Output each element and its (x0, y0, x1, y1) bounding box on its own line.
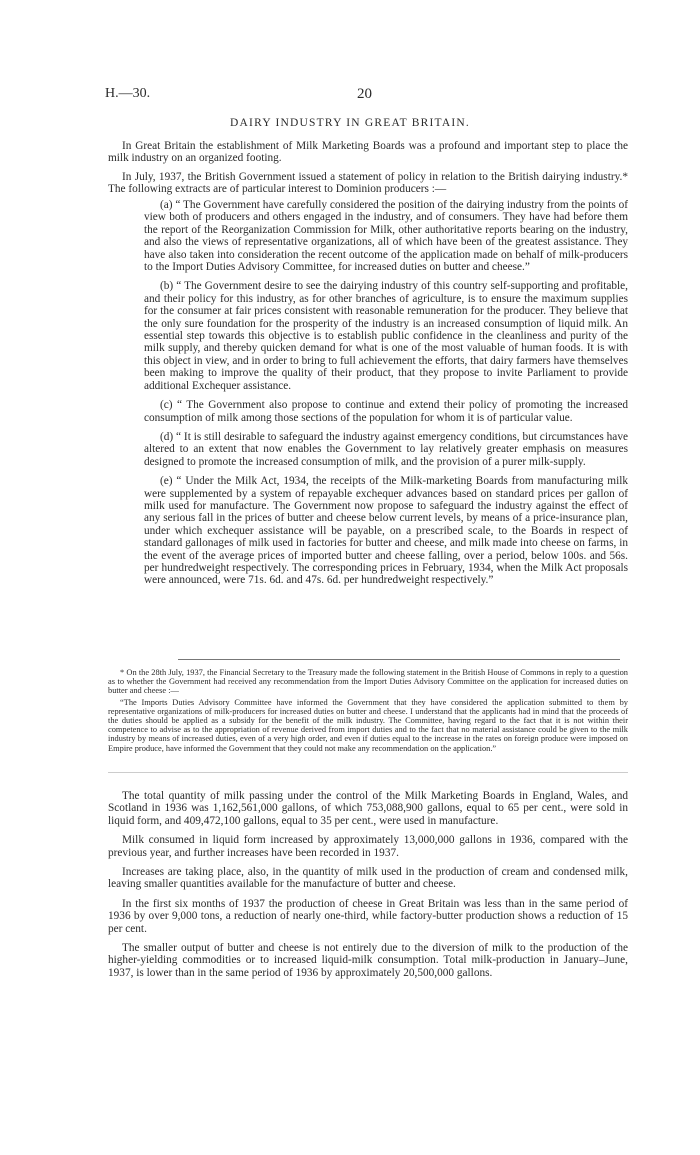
footnote-divider (178, 659, 620, 660)
extract-e: (e) “ Under the Milk Act, 1934, the receipts of the Milk-marketing Boards from manufacturing milk were supplemented by a system of repayable exchequer advances based on standard prices per gallon of milk used for manufacture. The Government now propose to safeguard the industry against the effect of any serious fall in the prices of butter and cheese below current levels, by means of a price-insurance plan, under which exchequer assistance will be payable, on a prescribed scale, to the Boards in respect of standard gallonages of milk used in factories for butter and cheese, and milk made into cheese on farms, in the event of the average prices of imported butter and cheese falling, over a period, below 100s. and 56s. per hundredweight respectively. The corresponding prices in February, 1934, when the Milk Act proposals were announced, were 71s. 6d. and 47s. 6d. per hundredweight respectively.” (144, 475, 628, 587)
document-reference: H.—30. (105, 86, 151, 101)
extract-d: (d) “ It is still desirable to safeguard the industry against emergency conditions, but circumstances have altered to an extent that now enables the Government to lay relatively greater emphasis on measures designed to promote the increased consumption of milk, and the provision of a purer milk-supply. (144, 430, 628, 468)
body-paragraph: In the first six months of 1937 the production of cheese in Great Britain was less than in the same period of 1936 by over 9,000 tons, a reduction of nearly one-third, while factory-butter production shows a reduction of 15 per cent. (108, 897, 628, 935)
footnote (108, 668, 628, 753)
section-title: DAIRY INDUSTRY IN GREAT BRITAIN. (230, 117, 470, 129)
intro-paragraph: In July, 1937, the British Government issued a statement of policy in relation to the British dairying industry.* The following extracts are of particular interest to Dominion producers :— (108, 170, 628, 196)
body-paragraph: The total quantity of milk passing under the control of the Milk Marketing Boards in England, Wales, and Scotland in 1936 was 1,162,561,000 gallons, of which 753,088,900 gallons, equal to 65 per cent., were sold in liquid form, and 409,472,100 gallons, equal to 35 per cent., were used in manufacture. (108, 790, 628, 827)
statistics-block (108, 790, 628, 979)
footnote-intro: * On the 28th July, 1937, the Financial Secretary to the Treasury made the following statement in the British House of Commons in reply to a question as to whether the Government had received any recommendation from the Import Duties Advisory Committee on the application for increased duties on butter and cheese :— (108, 668, 628, 696)
intro-block (108, 140, 628, 196)
page-number: 20 (357, 86, 372, 102)
policy-extracts (108, 199, 628, 587)
section-divider (108, 772, 628, 773)
body-paragraph: Milk consumed in liquid form increased by approximately 13,000,000 gallons in 1936, compared with the previous year, and further increases have been recorded in 1937. (108, 834, 628, 859)
body-paragraph: The smaller output of butter and cheese is not entirely due to the diversion of milk to the production of the higher-yielding commodities or to increased liquid-milk consumption. Total milk-production in January–June, 1937, is lower than in the same period of 1936 by approximately 20,500,000 gallons. (108, 942, 628, 979)
extract-a: (a) “ The Government have carefully considered the position of the dairying industry from the points of view both of producers and others engaged in the industry, and of consumers. They have had before them the report of the Reorganization Commission for Milk, other authoritative reports bearing on the industry, and also the views of representative organizations, all of which have been of the greatest assistance. They have also taken into consideration the recent outcome of the application made on behalf of milk-producers to the Import Duties Advisory Committee, for increased duties on butter and cheese.” (144, 199, 628, 274)
intro-paragraph: In Great Britain the establishment of Milk Marketing Boards was a profound and important step to place the milk industry on an organized footing. (108, 140, 628, 165)
extract-b: (b) “ The Government desire to see the dairying industry of this country self-supporting and profitable, and their policy for this industry, as for other branches of agriculture, is to ensure the maximum supplies for the consumer at fair prices consistent with reasonable remuneration for the producer. They believe that the only sure foundation for the prosperity of the industry is an increased consumption of liquid milk. An essential step towards this objective is to establish public confidence in the cleanliness and purity of the milk supply, and thereby quicken demand for what is one of the most valuable of human foods. It is with this object in view, and in order to bring to full achievement the efforts, that dairy farmers have themselves been making to improve the quality of their product, that they propose to invite Parliament to provide additional Exchequer assistance. (144, 280, 628, 392)
footnote-quote: “The Imports Duties Advisory Committee have informed the Government that they have considered the application submitted to them by representative organizations of milk-producers for increased duties on butter and cheese. I understand that the applicants had in mind that the proceeds of the duties should be applied as a subsidy for the benefit of the milk industry. The Committee, having regard to the fact that it is not within their competence to advise as to the appropriation of revenue derived from import duties and to the fact that no material assistance could be given to the milk industry by means of increased duties, even of a very high order, and even if duties equal to the increase in the rates on foreign produce were imposed on Empire produce, have informed the Government that they could not make any recommendation on the application.” (108, 697, 628, 753)
body-paragraph: Increases are taking place, also, in the quantity of milk used in the production of cream and condensed milk, leaving smaller quantities available for the manufacture of butter and cheese. (108, 866, 628, 891)
extract-c: (c) “ The Government also propose to continue and extend their policy of promoting the increased consumption of milk among those sections of the population for whom it is of particular value. (144, 399, 628, 424)
